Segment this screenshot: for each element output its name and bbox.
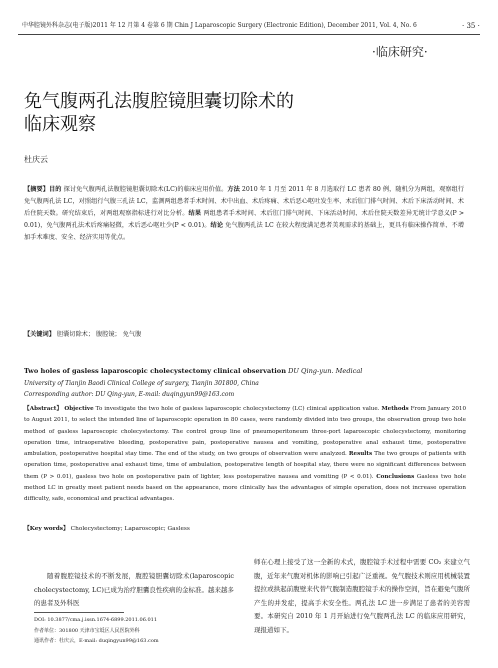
keywords-english (24, 524, 466, 534)
keywords-list: 胆囊切除术； 腹腔镜； 免气腹 (56, 331, 142, 338)
body-text-left-column: 随着腹腔镜技术的不断发展，腹腔镜胆囊切除术(laparoscopic cholecystectomy, LC)已成为治疗胆囊良性疾病的金标准。越来越多的患者及外科医 (34, 572, 234, 607)
article-title (24, 90, 294, 136)
running-header: 中华腔镜外科杂志(电子版)2011 年 12 月第 4 卷第 6 期 Chin J Laparoscopic Surgery (Electronic Edition), December 2011, Vol. 4, No. 6 (22, 22, 417, 29)
author-name: 杜庆云 (24, 155, 48, 164)
page-number: · 35 · (462, 22, 480, 30)
methods-en-text: From January 2010 to August 2011, to select the intended line of laparoscopic operation in 80 cases, were randomly divided into two groups, the observation group two hole method of gasless laparoscopic cholecystectomy. The control group line of pneumoperitoneum three-port laparoscopic cholecystectomy, monitoring operation time, intraoperative bleeding, postoperative pain, postoperative nausea and vomiting, postoperative anal exhaust time, postoperative ambulation, postoperative hospital stay time. The end of the study, on two groups of observation were analyzed. (24, 406, 467, 458)
correspondence-footnote: 通讯作者：杜庆云，E-mail: duqingyun99@163.com (34, 638, 159, 644)
abstract-english (24, 404, 466, 506)
keywords-en-tag: 【Key words】 (24, 526, 69, 532)
keywords-en-list: Cholecystectomy; Laparoscopic; Gasless (70, 526, 190, 532)
conclusion-label: 结论 (210, 222, 224, 229)
objective-en-text: To investigate the two hole of gasless laparoscopic cholecystectomy (LC) clinical application value. (95, 406, 380, 412)
conclusions-en-label: Conclusions (376, 473, 415, 480)
header-rule (18, 34, 480, 35)
results-label: 结果 (188, 210, 202, 217)
corresponding-author: Corresponding author: DU Qing-yun, E-mail: duqingyun99@163.com (24, 391, 235, 398)
abstract-tag: 【摘要】 (24, 186, 50, 193)
english-author: DU Qing-yun. Medical (288, 367, 363, 375)
title-line-2: 临床观察 (24, 114, 96, 135)
conclusion-text: 免气腹两孔法 LC 在较大程度满足患者美观需求的基础上，更具有临床操作简单、不增加手术难度、安全、经济实用等优点。 (24, 222, 465, 241)
objective-text: 探讨免气腹两孔法腹腔镜胆囊切除术(LC)的临床应用价值。 (63, 186, 228, 193)
title-line-1: 免气腹两孔法腹腔镜胆囊切除术的 (24, 91, 294, 112)
objective-label: 目的 (49, 186, 62, 193)
objective-en-label: Objective (64, 406, 94, 412)
keywords-tag: 【关键词】 (24, 331, 55, 338)
results-en-label: Results (348, 451, 373, 458)
english-affiliation: University of Tianjin Baodi Clinical College of surgery, Tianjin 301800, China (24, 380, 259, 387)
methods-text: 2010 年 1 月至 2011 年 8 月选取行 LC 患者 80 例，随机分为两组，观察组行免气腹两孔法 LC，对照组行气腹三孔法 LC，监测两组患者手术时间、术中出血、术后疼痛、术后恶心呕吐发生率、术后肛门排气时间、术后下床活动时间、术后住院天数。研究结束后，对两组观察指标进行对比分析。 (24, 186, 465, 217)
footnotes (34, 615, 244, 647)
doi-line: DOI: 10.3877/cma.j.issn.1674-6899.2011.06.011 (34, 617, 158, 623)
author-affiliation-footnote: 作者单位：301800 天津市宝坻区人民医院外科 (34, 627, 140, 634)
conclusions-en-text: Gasless two hole method LC in greatly meet patient needs based on the appearance, more clinically has the advantages of simple operation, does not increase operation difficulty, safe, economical and practical advantages. (24, 473, 467, 503)
english-title (24, 366, 474, 376)
abstract-en-tag: 【Abstract】 (24, 406, 63, 412)
column-label: ·临床研究· (372, 45, 428, 59)
keywords-chinese (24, 329, 464, 340)
abstract-chinese (24, 184, 464, 244)
results-text: 两组患者手术时间、术后肛门排气时间、下床活动时间、术后住院天数差异无统计学意义(P > 0.01)，免气腹两孔法术后疼痛轻微，术后恶心呕吐少(P < 0.01)。 (24, 210, 465, 229)
methods-en-label: Methods (381, 406, 409, 412)
english-title-text: Two holes of gasless laparoscopic cholecystectomy clinical observation (24, 367, 286, 375)
results-en-text: The two groups of patients with operation time, postoperative anal exhaust time, time of ambulation, postoperative length of hospital stay, there were no significant differences between them (P > 0.01), gasless two hole on postoperative pain of lighter, less postoperative nausea and vomiting (P < 0.01). (24, 451, 467, 480)
body-text-right-column: 师在心理上接受了这一全新的术式，腹腔镜手术过程中需要 CO₂ 来建立气腹，近年来气腹对机体的影响已引起广泛重视。免气腹技术则应用机械装置提拉或拱起前腹壁来代替气腹制造腹腔镜手术的操作空间，旨在避免气腹所产生的并发症，提高手术安全性。两孔法 LC 进一步满足了患者的美容需要。本研究自 2010 年 1 月开始进行免气腹两孔法 LC 的临床应用研究，现报道如下。 (254, 558, 470, 634)
methods-label: 方法 (227, 186, 240, 193)
footnote-rule (34, 612, 124, 613)
